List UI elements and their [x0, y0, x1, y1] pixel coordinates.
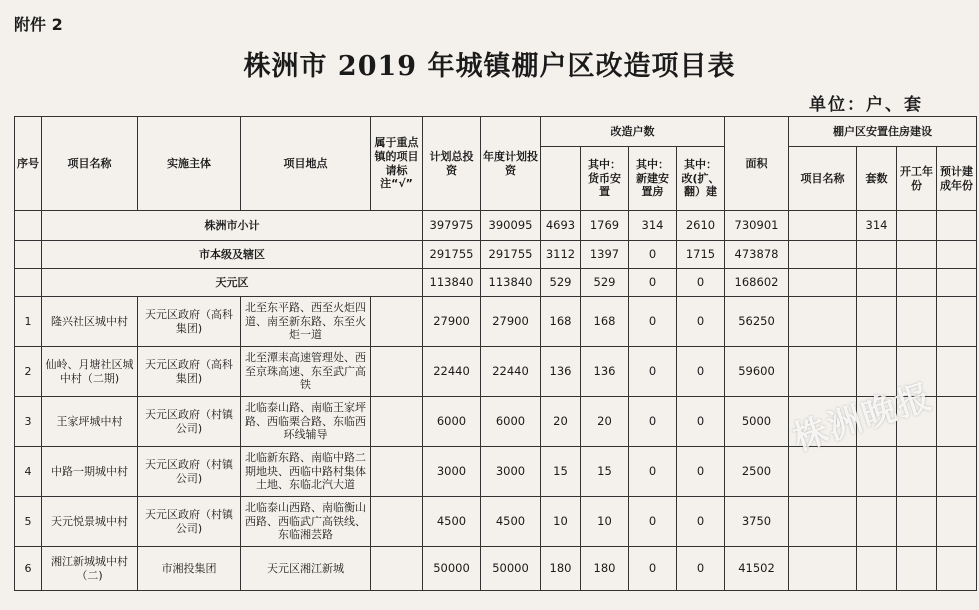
- header-sub-newbuild: 其中：新建安置房: [629, 147, 677, 211]
- unit-label: 单位：户、套: [809, 95, 923, 115]
- header-resettlement: 棚户区安置住房建设: [789, 117, 977, 147]
- header-project-name: 项目名称: [42, 117, 138, 211]
- header-res-finish-year: 预计建成年份: [937, 147, 977, 211]
- header-res-project-name: 项目名称: [789, 147, 857, 211]
- table-row: 1 隆兴社区城中村 天元区政府（高科集团) 北至东平路、西至火炬四道、南至新东路、东至火炬一道 27900 27900 168 168 0 0 56250: [15, 297, 977, 347]
- summary-label: 株洲市小计: [42, 211, 423, 241]
- header-sub-rebuild: 其中：改(扩、翻）建: [677, 147, 725, 211]
- header-res-start-year: 开工年份: [897, 147, 937, 211]
- summary-row: 天元区 113840 113840 529 529 0 0 168602: [15, 269, 977, 297]
- header-total-invest: 计划总投资: [423, 117, 481, 211]
- page-title: 株洲市 2019 年城镇棚户区改造项目表: [243, 51, 736, 82]
- table-row: 3 王家坪城中村 天元区政府（村镇公司) 北临泰山路、南临王家坪路、西临栗合路、东临西环线辅导 6000 6000 20 20 0 0 5000: [15, 397, 977, 447]
- header-seq: 序号: [15, 117, 42, 211]
- attachment-label: 附件 2: [14, 15, 63, 34]
- table-row: 4 中路一期城中村 天元区政府（村镇公司) 北临新东路、南临中路二期地块、西临中路村集体土地、东临北汽大道 3000 3000 15 15 0 0 2500: [15, 447, 977, 497]
- header-sub-currency: 其中：货币安置: [581, 147, 629, 211]
- header-executor: 实施主体: [138, 117, 241, 211]
- header-location: 项目地点: [241, 117, 371, 211]
- summary-label: 天元区: [42, 269, 423, 297]
- summary-row: 市本级及辖区 291755 291755 3112 1397 0 1715 473878: [15, 241, 977, 269]
- header-res-units: 套数: [857, 147, 897, 211]
- table-row: 6 湘江新城城中村（二) 市湘投集团 天元区湘江新城 50000 50000 180 180 0 0 41502: [15, 547, 977, 591]
- summary-row: 株洲市小计 397975 390095 4693 1769 314 2610 730901 314: [15, 211, 977, 241]
- header-annual-invest: 年度计划投资: [481, 117, 541, 211]
- summary-label: 市本级及辖区: [42, 241, 423, 269]
- header-households-blank: [541, 147, 581, 211]
- table-row: 5 天元悦景城中村 天元区政府（村镇公司) 北临泰山西路、南临衡山西路、西临武广高铁线、东临湘芸路 4500 4500 10 10 0 0 3750: [15, 497, 977, 547]
- project-table: [14, 116, 977, 591]
- header-key-town: 属于重点镇的项目请标注“√”: [371, 117, 423, 211]
- table-row: 2 仙岭、月塘社区城中村（二期) 天元区政府（高科集团) 北至潭耒高速管理处、西至京珠高速、东至武广高铁 22440 22440 136 136 0 0 59600: [15, 347, 977, 397]
- header-area: 面积: [725, 117, 789, 211]
- header-renovation-households: 改造户数: [541, 117, 725, 147]
- watermark: 株洲晚报: [788, 376, 938, 460]
